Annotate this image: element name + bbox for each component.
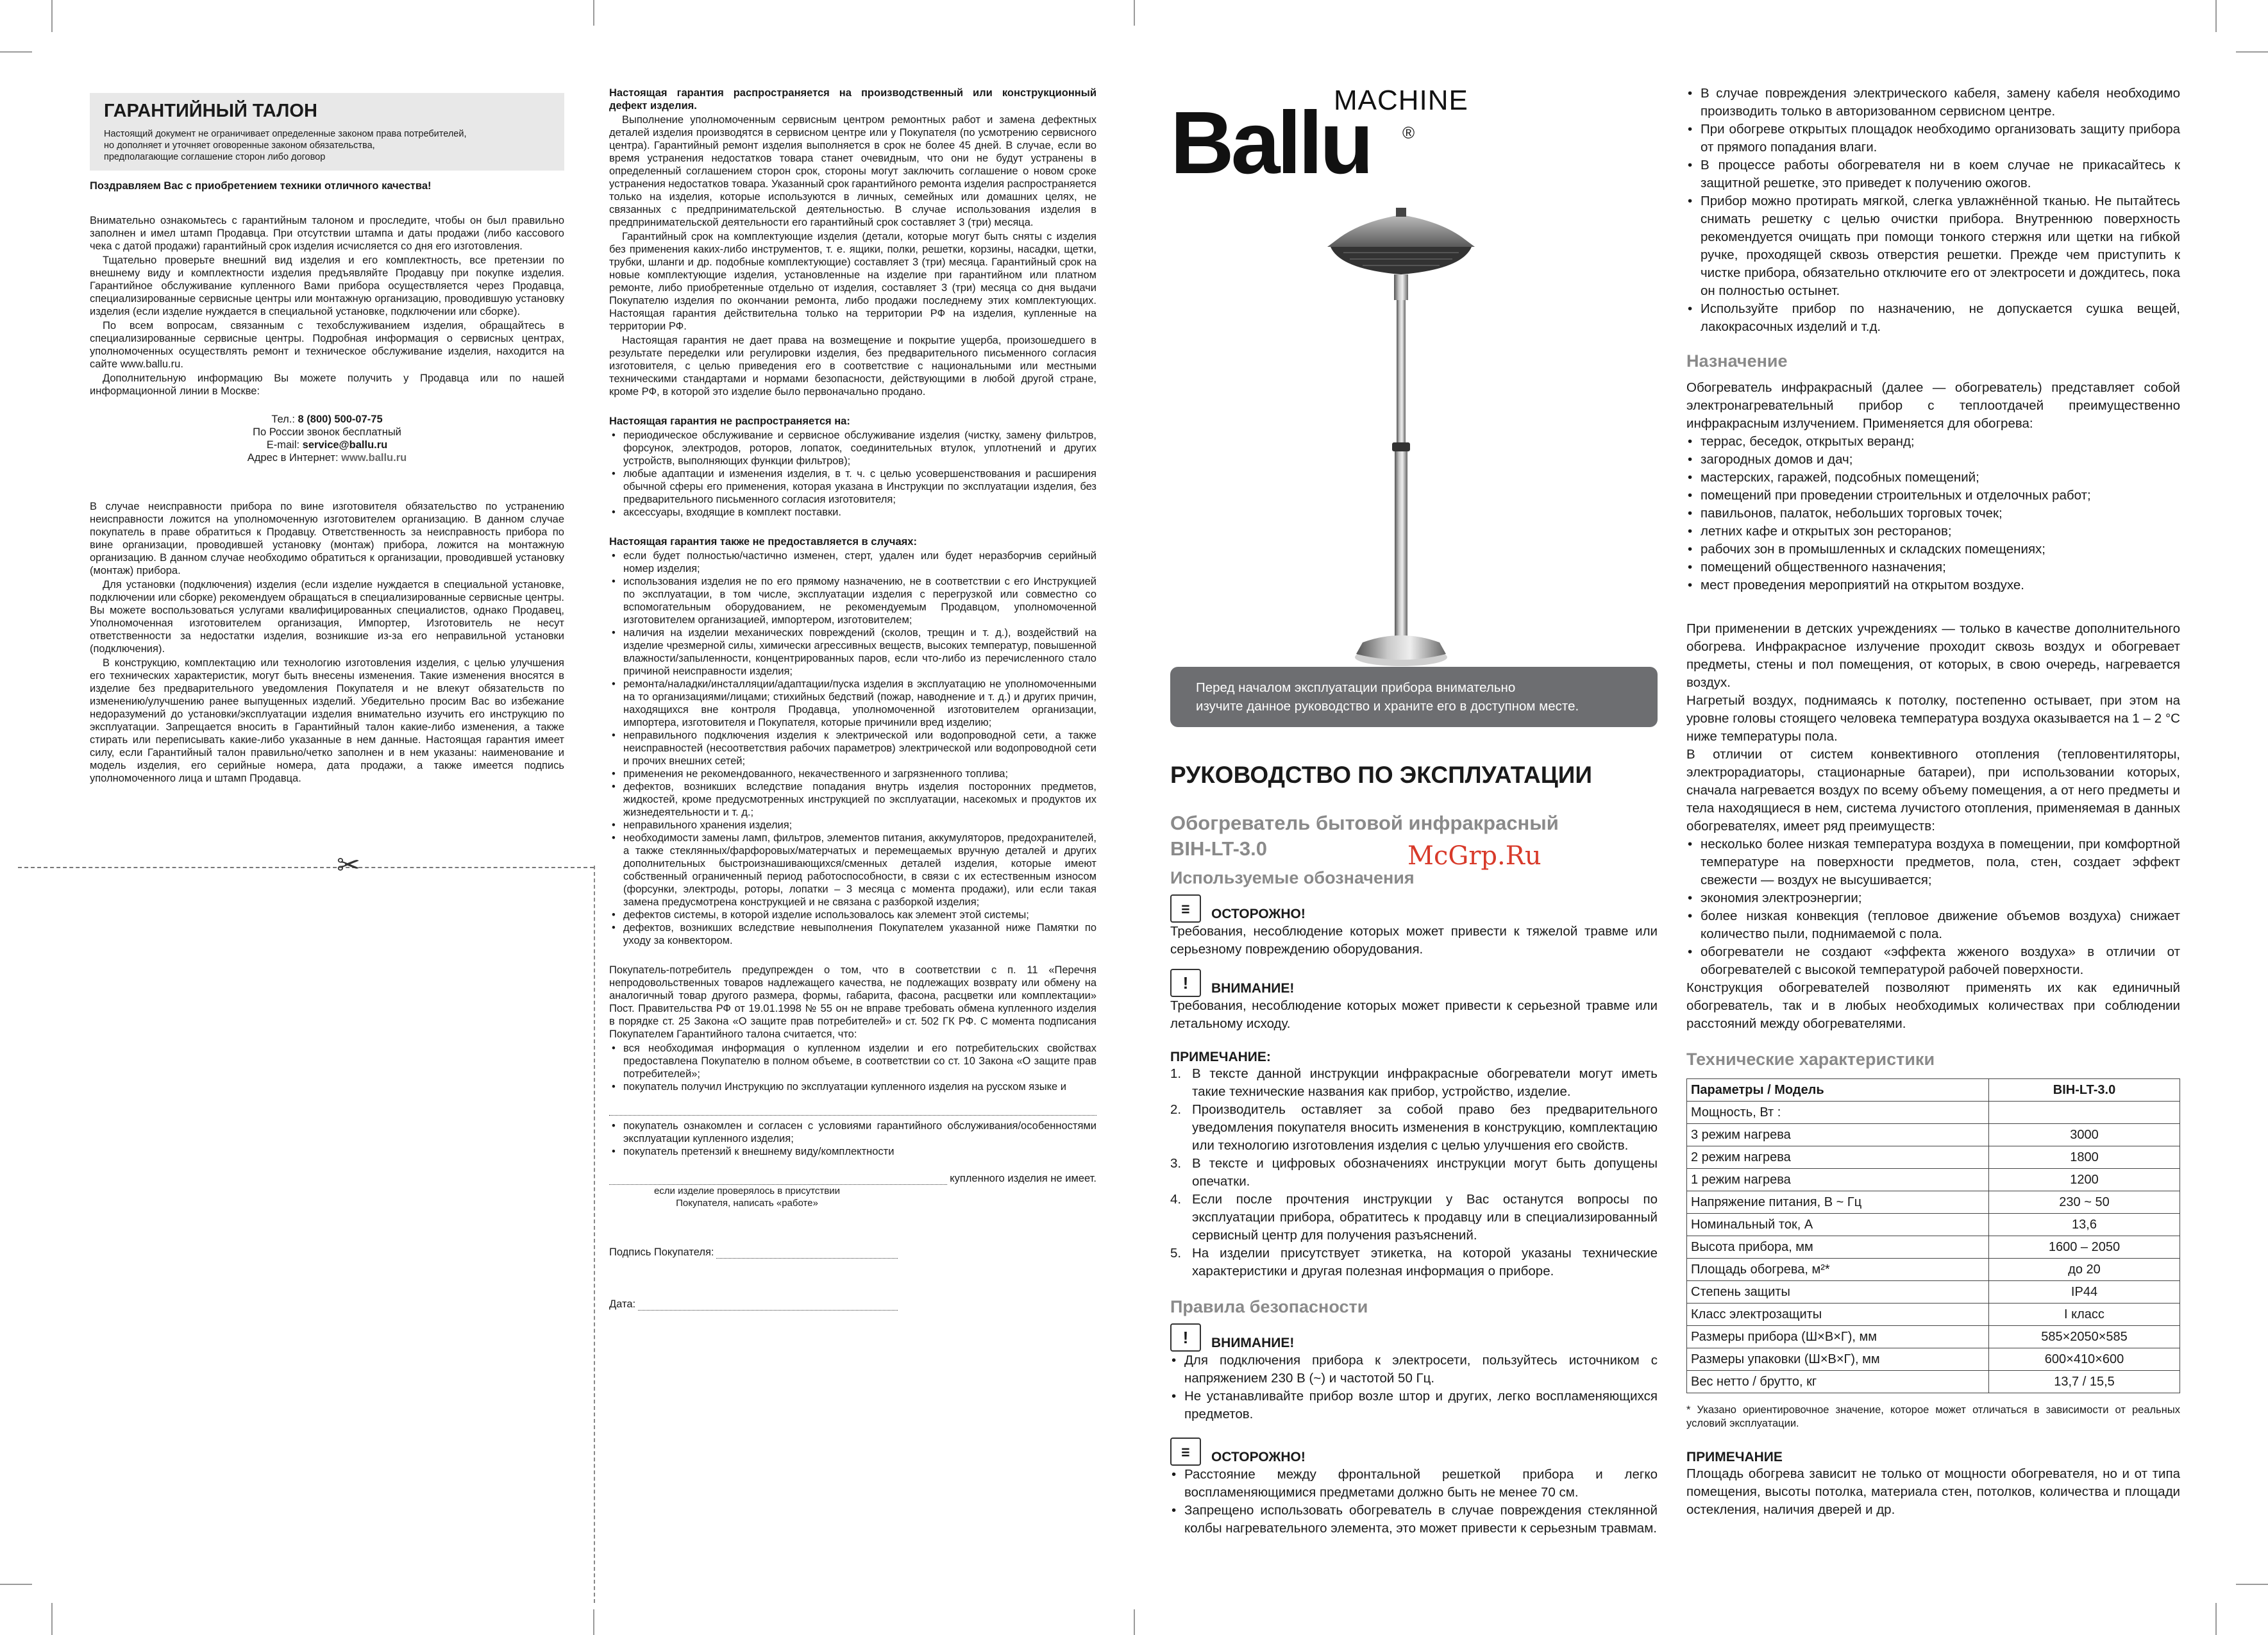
- table-row: Степень защиты IP44: [1687, 1281, 2180, 1304]
- table-row: Размеры упаковки (Ш×В×Г), мм 600×410×600: [1687, 1348, 2180, 1371]
- list-item: • любые адаптации и изменения изделия, в т. ч. с целью усовершенствования и расширения обычной сферы его применения, которая указана в Инструкции по эксплуатации изделия, без предварительного письменного согласия изготовителя;: [609, 467, 1096, 506]
- table-header-cell: BIH-LT-3.0: [1989, 1079, 2180, 1102]
- date-field[interactable]: [638, 1300, 898, 1311]
- list-item: • летних кафе и открытых зон ресторанов;: [1686, 523, 2180, 541]
- not-covered-list: [609, 429, 1096, 519]
- brand-registered: ®: [1402, 123, 1415, 142]
- list-item: • Запрещено использовать обогреватель в случае повреждения стеклянной колбы нагревательного элемента, это может привести к серьезным травмам.: [1170, 1502, 1658, 1538]
- warranty-title: ГАРАНТИЙНЫЙ ТАЛОН: [104, 101, 317, 121]
- list-item: • применения не рекомендованного, некачественного и загрязненного топлива;: [609, 767, 1096, 780]
- list-item: • ремонта/наладки/инсталляции/адаптации/пуска изделия в эксплуатацию не уполномоченными на то организациями/лицами; стихийных бедствий (пожар, наводнение и т. д.) и других причин, находящихся вне контроля Продавца, уполномоченной изготовителем организации, импортера, изготовителя и Покупателя, которые причинили вред изделию;: [609, 678, 1096, 729]
- crop-mark: [593, 1609, 594, 1635]
- warranty-p7: В конструкцию, комплектацию или технологию изготовления изделия, с целью улучшения его технических характеристик, могут быть внесены изменения. Такие изменения вносятся в изделие без предварительного уведомления Покупателя и не влекут обязательств по изменению/улучшению ранее выпущенных изделий. Убедительно просим Вас во избежание недоразумений до установки/эксплуатации изделия внимательно изучить его инструкцию по эксплуатации. Запрещается вносить в Гарантийный талон какие-либо изменения, а также стирать или переписывать какие-либо указанные в нем данные. Настоящая гарантия имеет силу, если Гарантийный талон правильно/четко заполнен и в нем указаны: наименование и модель изделия, его серийные номера, дата продажи, а также имеется подпись уполномоченного лица и штамп Продавца.: [90, 657, 564, 784]
- table-row: Мощность, Вт :: [1687, 1102, 2180, 1124]
- list-item: • мест проведения мероприятий на открытом воздухе.: [1686, 576, 2180, 594]
- complaints-tail: купленного изделия не имеет.: [950, 1173, 1096, 1184]
- list-item: • аксессуары, входящие в комплект поставки.: [609, 506, 1096, 519]
- caution2-symbol-row: [1170, 1438, 1658, 1466]
- list-item: • мастерских, гаражей, подсобных помещений;: [1686, 469, 2180, 487]
- crop-mark: [1134, 1609, 1135, 1635]
- safety-heading: Правила безопасности: [1170, 1297, 1368, 1316]
- list-item: • В процессе работы обогревателя ни в коем случае не прикасайтесь к защитной решетке, это приведет к получению ожогов.: [1686, 156, 2180, 192]
- warning2-list: [1170, 1352, 1658, 1423]
- symbols-heading: Используемые обозначения: [1170, 868, 1415, 887]
- warning-symbol-row: [1170, 969, 1658, 997]
- spec-table: [1686, 1078, 2180, 1393]
- purpose-text: Обогреватель инфракрасный (далее — обогреватель) представляет собой электронагревательный прибор с теплоотдачей преимущественно инфракрасным излучением. Применяется для обогрева:: [1686, 380, 2180, 431]
- crop-mark: [2236, 1584, 2268, 1585]
- heater-pole-lower: [1395, 451, 1407, 644]
- crop-mark: [593, 0, 594, 26]
- list-item: • более низкая конвекция (тепловое движение объемов воздуха) снижает количество пыли, поднимаемой с пола.: [1686, 907, 2180, 943]
- email-link[interactable]: service@ballu.ru: [302, 439, 388, 451]
- caution-text: Требования, несоблюдение которых может привести к тяжелой травме или серьезному повреждению оборудования.: [1170, 924, 1658, 957]
- table-header-cell: Параметры / Модель: [1687, 1079, 1989, 1102]
- manual-title: РУКОВОДСТВО ПО ЭКСПЛУАТАЦИИ: [1170, 762, 1592, 788]
- list-item: 2. Производитель оставляет за собой право без предварительного уведомления покупателя вносить изменения в конструкцию, комплектацию или технологию изготовления изделия с целью улучшения его свойств.: [1170, 1102, 1658, 1153]
- terms-heading-not-covered: Настоящая гарантия не распространяется на:: [609, 415, 850, 427]
- list-item: • экономия электроэнергии;: [1686, 889, 2180, 907]
- list-item: • В случае повреждения электрического кабеля, замену кабеля необходимо производить только в авторизованном сервисном центре.: [1686, 85, 2180, 121]
- note-heading: ПРИМЕЧАНИЕ: [1686, 1450, 1783, 1464]
- cover-column: [1170, 83, 1658, 1538]
- table-header-row: [1687, 1079, 2180, 1102]
- table-row: Вес нетто / брутто, кг 13,7 / 15,5: [1687, 1371, 2180, 1393]
- heater-adjuster: [1392, 442, 1410, 451]
- info-banner: Перед началом эксплуатации прибора внимательно изучите данное руководство и храните его в доступном месте.: [1170, 667, 1658, 727]
- crop-mark: [0, 1584, 32, 1585]
- presence-note: если изделие проверялось в присутствии Покупателя, написать «работе»: [653, 1186, 841, 1209]
- warranty-subtitle-2: но дополняет и уточняет оговоренные законом обязательства,: [104, 140, 375, 151]
- warning2-label: ВНИМАНИЕ!: [1211, 1336, 1295, 1350]
- purpose-list: [1686, 433, 2180, 594]
- fill-line[interactable]: [609, 1102, 1096, 1116]
- phone-number[interactable]: 8 (800) 500-07-75: [298, 414, 383, 425]
- terms-p1: Выполнение уполномоченным сервисным центром ремонтных работ и замена дефектных деталей изделия производятся в сервисном центре или у Покупателя (по усмотрению сервисного центра). Гарантийный ремонт изделия выполняется в срок не более 45 дней. В случае, если во время устранения недостатков товара станет очевидным, что они не будут устранены в определенный соглашением сторон срок, стороны могут заключить соглашение о новом сроке устранения недостатков товара. Указанный срок гарантийного ремонта изделия распространяется только на изделия, которые используются в личных, семейных или домашних целях, не связанных с предпринимательской деятельностью. В случае использования изделия в предпринимательской деятельности его гарантийный срок составляет 3 (три) месяца.: [609, 114, 1096, 228]
- consumer-list-2: [609, 1119, 1096, 1158]
- list-item: • покупатель претензий к внешнему виду/комплектности: [609, 1145, 1096, 1158]
- warning-label: ВНИМАНИЕ!: [1211, 981, 1295, 996]
- exclusions-list: [609, 549, 1096, 947]
- date-label: Дата:: [609, 1298, 636, 1310]
- list-item: • если будет полностью/частично изменен, стерт, удален или будет неразборчив серийный номер изделия;: [609, 549, 1096, 575]
- crop-mark: [1134, 0, 1135, 26]
- list-item: • вся необходимая информация о купленном изделии и его потребительских свойствах предоставлена Покупателю в полном объеме, в соответствии со ст. 10 Закона «О защите прав потребителей»;: [609, 1042, 1096, 1080]
- heater-grille: [1331, 247, 1472, 274]
- brand-name: Ballu: [1170, 94, 1371, 192]
- advantages-list: [1686, 835, 2180, 979]
- air-text: Нагретый воздух, поднимаясь к потолку, постепенно остывает, при этом на уровне головы стоящего человека температура воздуха оказывается на 1 – 2 °С ниже температуры пола.: [1686, 693, 2180, 744]
- heater-pole-upper: [1397, 300, 1406, 448]
- warranty-column: [90, 93, 564, 786]
- crop-mark: [2215, 0, 2217, 32]
- consumer-list: [609, 1042, 1096, 1093]
- table-row: Номинальный ток, А 13,6: [1687, 1214, 2180, 1236]
- contact-block: Тел.: 8 (800) 500-07-75 По России звонок бесплатный E-mail: service@ballu.ru Адрес в Интернет: www.ballu.ru: [90, 413, 564, 464]
- caution2-label: ОСТОРОЖНО!: [1211, 1450, 1306, 1464]
- list-item: • несколько более низкая температура воздуха в помещении, при комфортной температуре на поверхности предметов, пола, стен, создает эффект свежести — воздух не высушивается;: [1686, 835, 2180, 889]
- note-label: ПРИМЕЧАНИЕ:: [1170, 1050, 1271, 1064]
- complaints-fill[interactable]: [609, 1173, 947, 1185]
- warranty-header-box: [90, 93, 564, 171]
- complaints-line: [609, 1172, 1096, 1185]
- phone-note: По России звонок бесплатный: [253, 426, 401, 438]
- table-row: Напряжение питания, В ~ Гц 230 ~ 50: [1687, 1191, 2180, 1214]
- terms-p2: Гарантийный срок на комплектующие изделия (детали, которые могут быть сняты с изделия без применения каких-либо инструментов, т. е. ящики, полки, решетки, корзины, насадки, щетки, трубки, шланги и др. подобные комплектующие) составляет 3 (три) месяца. Гарантийный срок на новые комплектующие изделия, установленные на изделие при гарантийном или платном ремонте, либо приобретенные отдельно от изделия, составляет 3 (три) месяца со дня выдачи Покупателю изделия по окончании ремонта, либо продажи последнему этих комплектующих. Настоящая гарантия действительна только на территории РФ на изделия, купленные на территории РФ.: [609, 231, 1096, 332]
- signature-label: Подпись Покупателя:: [609, 1246, 714, 1258]
- note-text: Площадь обогрева зависит не только от мощности обогревателя, но и от типа помещения, высоты потолка, материала стен, потолков, количества и площади остекления, наличия дверей и др.: [1686, 1466, 2180, 1517]
- crop-mark: [51, 0, 53, 32]
- construction-text: Конструкция обогревателей позволяют применять их как единичный обогреватель, так и в любых необходимых количествах при соблюдении расстояний между обогревателями.: [1686, 980, 2180, 1031]
- heater-neck: [1394, 274, 1408, 300]
- children-text: При применении в детских учреждениях — только в качестве дополнительного обогрева. Инфракрасное излучение проходит сквозь воздух и обогревает предметы, стены и пол помещения, от которых, в свою очередь, нагревается воздух.: [1686, 621, 2180, 690]
- list-item: • наличия на изделии механических повреждений (сколов, трещин и т. д.), воздействий на изделие чрезмерной силы, химически агрессивных веществ, высоких температур, повышенной влажности/запыленности, концентрированных паров, если что-либо из перечисленного стало причиной неисправности изделия;: [609, 626, 1096, 678]
- difference-text: В отличии от систем конвективного отопления (тепловентиляторы, электрорадиаторы, стационарные батареи), при использовании которых, сначала нагревается воздух по всему объему помещения, а от него предметы и тела находящиеся в нем, система лучистого отопления, применяемая в данных обогревателях, имеет ряд преимуществ:: [1686, 747, 2180, 834]
- list-item: • помещений при проведении строительных и отделочных работ;: [1686, 487, 2180, 505]
- list-item: 4. Если после прочтения инструкции у Вас останутся вопросы по эксплуатации прибора, обратитесь к продавцу или в специализированный сервисный центр для получения разъяснений.: [1170, 1192, 1658, 1243]
- list-item: • террас, беседок, открытых веранд;: [1686, 433, 2180, 451]
- list-item: • Прибор можно протирать мягкой, слегка увлажнённой тканью. Не пытайтесь снимать решетку с целью очистки прибора. Внутреннюю поверхность рекомендуется очищать при помощи тонкого стержня или щетки на гибкой ручке, проходящей сквозь отверстия решетки. Прежде чем приступить к чистке прибора, обязательно отключите его от электросети и дождитесь, пока он полностью остынет.: [1686, 192, 2180, 300]
- warranty-terms-column: [609, 87, 1096, 1311]
- list-item: • загородных домов и дач;: [1686, 451, 2180, 469]
- cut-line: [18, 867, 594, 868]
- warning2-symbol-row: [1170, 1323, 1658, 1352]
- heater-dome: [1327, 215, 1475, 247]
- list-item: • дефектов системы, в которой изделие использовалось как элемент этой системы;: [609, 909, 1096, 921]
- list-item: 3. В тексте и цифровых обозначениях инструкции могут быть допущены опечатки.: [1170, 1156, 1658, 1189]
- brand-machine: MACHINE: [1334, 85, 1468, 116]
- caution2-list: [1170, 1466, 1658, 1538]
- list-item: • Для подключения прибора к электросети, пользуйтесь источником с напряжением 230 В (~) и частотой 50 Гц.: [1170, 1352, 1658, 1388]
- brand-logo: [1170, 83, 1658, 192]
- list-item: • Не устанавливайте прибор возле штор и других, легко воспламеняющихся предметов.: [1170, 1388, 1658, 1423]
- model-name: BIH-LT-3.0: [1170, 837, 1267, 860]
- warranty-subtitle-1: Настоящий документ не ограничивает определенные законом права потребителей,: [104, 129, 467, 139]
- exclamation-icon: !: [1170, 969, 1201, 997]
- watermark: McGrp.Ru: [1407, 841, 1541, 871]
- list-item: • неправильного хранения изделия;: [609, 819, 1096, 832]
- heater-base: [1356, 635, 1446, 660]
- list-item: • Расстояние между фронтальной решеткой прибора и легко воспламеняющимися предметами должно быть не менее 70 см.: [1170, 1466, 1658, 1502]
- notes-list: [1170, 1065, 1658, 1280]
- list-item: • необходимости замены ламп, фильтров, элементов питания, аккумуляторов, предохранителей, а также стеклянных/фарфоровых/матерчатых и перемещаемых вручную деталей и других дополнительных быстроизнашивающихся/сменных деталей изделия, которые имеют собственный ограниченный период работоспособности, в связи с их естественным износом (форсунки, электроды, роторы, лопатки – 3 месяца с момента продажи), или если такая замена предусмотрена конструкцией и не связана с разборкой изделия;: [609, 832, 1096, 909]
- list-item: • использования изделия не по его прямому назначению, не в соответствии с его Инструкцией по эксплуатации, в том числе, эксплуатации изделия с перегрузкой или совместно со вспомогательным оборудованием, не рекомендуемым Продавцом, уполномоченной изготовителем организацией, импортером, изготовителем;: [609, 575, 1096, 626]
- list-item: • покупатель получил Инструкцию по эксплуатации купленного изделия на русском языке и: [609, 1080, 1096, 1093]
- terms-lead: Настоящая гарантия распространяется на производственный или конструкционный дефект изделия.: [609, 87, 1096, 112]
- product-name: Обогреватель бытовой инфракрасный: [1170, 812, 1559, 834]
- list-item: • неправильного подключения изделия к электрической или водопроводной сети, а также неисправностей (несоответствия рабочих параметров) электрической или водопроводной сети и прочих внешних сетей;: [609, 729, 1096, 767]
- heater-top-cap: [1396, 208, 1406, 217]
- purpose-heading: Назначение: [1686, 351, 1788, 371]
- lightning-icon: ⲷ: [1170, 1438, 1201, 1466]
- crop-mark: [51, 1603, 53, 1635]
- scissors-icon: ✂: [337, 850, 360, 881]
- table-row: Класс электрозащиты I класс: [1687, 1304, 2180, 1326]
- crop-mark: [2236, 51, 2268, 53]
- list-item: • Используйте прибор по назначению, не допускается сушка вещей, лакокрасочных изделий и т.д.: [1686, 300, 2180, 336]
- terms-p4: Покупатель-потребитель предупрежден о том, что в соответствии с п. 11 «Перечня непродовольственных товаров надлежащего качества, не подлежащих возврату или обмену на аналогичный товар другого размера, формы, габарита, фасона, расцветки или комплектации» Пост. Правительства РФ от 19.01.1998 № 55 он не вправе требовать обмена купленного изделия в порядке ст. 25 Закона «О защите прав потребителей» и ст. 502 ГК РФ. С момента подписания Покупателем Гарантийного талона считается, что:: [609, 964, 1096, 1040]
- list-item: • помещений общественного назначения;: [1686, 558, 2180, 576]
- warranty-p4: Дополнительную информацию Вы можете получить у Продавца или по нашей информационной линии в Москве:: [90, 373, 564, 397]
- warranty-subtitle-3: предполагающие соглашение сторон либо договор: [104, 152, 326, 162]
- caution-label: ОСТОРОЖНО!: [1211, 907, 1306, 921]
- table-row: 3 режим нагрева 3000: [1687, 1124, 2180, 1146]
- tech-heading: Технические характеристики: [1686, 1050, 1935, 1069]
- safety-list-continued: [1686, 85, 2180, 336]
- table-row: Высота прибора, мм 1600 – 2050: [1687, 1236, 2180, 1259]
- greeting: Поздравляем Вас с приобретением техники отличного качества!: [90, 180, 432, 192]
- table-row: 2 режим нагрева 1800: [1687, 1146, 2180, 1169]
- exclamation-icon: !: [1170, 1323, 1201, 1352]
- signature-row: [609, 1246, 898, 1259]
- list-item: • покупатель ознакомлен и согласен с условиями гарантийного обслуживания/особенностями эксплуатации купленного изделия;: [609, 1119, 1096, 1145]
- list-item: • дефектов, возникших вследствие попадания внутрь изделия посторонних предметов, жидкостей, кроме предусмотренных инструкцией по эксплуатации, насекомых и продуктов их жизнедеятельности и т. д.;: [609, 780, 1096, 819]
- signature-field[interactable]: [716, 1248, 898, 1259]
- warning-text: Требования, несоблюдение которых может привести к серьезной травме или летальному исходу.: [1170, 998, 1658, 1031]
- fold-line: [594, 866, 595, 1603]
- list-item: • При обогреве открытых площадок необходимо организовать защиту прибора от прямого попадания влаги.: [1686, 121, 2180, 156]
- list-item: • павильонов, палаток, небольших торговых точек;: [1686, 505, 2180, 523]
- heater-illustration: [1170, 186, 1658, 680]
- warranty-p1: Внимательно ознакомьтесь с гарантийным талоном и проследите, чтобы он был правильно заполнен и имел штамп Продавца. При отсутствии штампа и даты продажи (либо кассового чека с датой продажи) гарантийный срок изделия исчисляется со дня его изготовления.: [90, 215, 564, 252]
- list-item: • периодическое обслуживание и сервисное обслуживание изделия (чистку, замену фильтров, форсунок, электродов, роторов, лопаток, соединительных втулок, уплотнений и других устройств, выполняющих функции фильтров);: [609, 429, 1096, 467]
- website-link[interactable]: www.ballu.ru: [341, 452, 407, 464]
- table-row: Размеры прибора (Ш×В×Г), мм 585×2050×585: [1687, 1326, 2180, 1348]
- warranty-p5: В случае неисправности прибора по вине изготовителя обязательство по устранению неисправности ложится на уполномоченную изготовителем организацию. В данном случае покупатель в праве обратиться к Продавцу. Ответственность за неисправность прибора по вине организации, проводившей установку (монтаж) прибора, ложится на монтажную организацию. В данном случае необходимо обратиться к организации, проводившей установку (монтаж) прибора.: [90, 501, 564, 576]
- table-row: 1 режим нагрева 1200: [1687, 1169, 2180, 1191]
- terms-heading-also: Настоящая гарантия также не предоставляется в случаях:: [609, 536, 917, 548]
- crop-mark: [2215, 1603, 2217, 1635]
- list-item: • обогреватели не создают «эффекта жженого воздуха» в отличии от обогревателей с высокой температурой рабочей поверхности.: [1686, 943, 2180, 979]
- list-item: 5. На изделии присутствует этикетка, на которой указаны технические характеристики и другая полезная информация о приборе.: [1170, 1246, 1658, 1279]
- lightning-icon: ⲷ: [1170, 894, 1201, 923]
- right-column: [1686, 85, 2180, 1519]
- warranty-p2: Тщательно проверьте внешний вид изделия и его комплектность, все претензии по внешнему виду и комплектности изделия предъявляйте Продавцу при покупке изделия. Гарантийное обслуживание купленного Вами прибора осуществляется через Продавца, специализированные сервисные центры или монтажную организацию, проводившую установку изделия (если изделие нуждается в специальной установке, подключении или сборке).: [90, 255, 564, 317]
- table-footnote: * Указано ориентировочное значение, которое может отличаться в зависимости от реальных условий эксплуатации.: [1686, 1404, 2180, 1429]
- terms-p3: Настоящая гарантия не дает права на возмещение и покрытие ущерба, произошедшего в результате переделки или регулировки изделия, без предварительного письменного согласия изготовителя, с целью приведения его в соответствие с национальными или местными техническими стандартами и нормами безопасности, действующими в любой другой стране, кроме РФ, в которой это изделие было первоначально продано.: [609, 335, 1096, 398]
- warranty-p6: Для установки (подключения) изделия (если изделие нуждается в специальной установке, подключении или сборке) рекомендуем обращаться в специализированные сервисные центры. Вы можете воспользоваться услугами квалифицированных специалистов, однако Продавец, Уполномоченная изготовителем организация, Импортер, Изготовитель не несут ответственности за недостатки изделия, возникшие из-за его неправильной установки (подключения).: [90, 579, 564, 655]
- caution-symbol-row: [1170, 894, 1658, 923]
- table-row: Площадь обогрева, м²* до 20: [1687, 1259, 2180, 1281]
- list-item: 1. В тексте данной инструкции инфракрасные обогреватели могут иметь такие технические названия как прибор, устройство, изделие.: [1170, 1066, 1658, 1099]
- list-item: • дефектов, возникших вследствие невыполнения Покупателем указанной ниже Памятки по уходу за конвектором.: [609, 921, 1096, 947]
- warranty-p3: По всем вопросам, связанным с техобслуживанием изделия, обращайтесь в специализированные сервисные центры. Подробная информация о сервисных центрах, уполномоченных осуществлять ремонт и техническое обслуживание изделия, находится на сайте www.ballu.ru.: [90, 320, 564, 370]
- crop-mark: [0, 51, 32, 53]
- date-row: [609, 1298, 898, 1311]
- list-item: • рабочих зон в промышленных и складских помещениях;: [1686, 541, 2180, 558]
